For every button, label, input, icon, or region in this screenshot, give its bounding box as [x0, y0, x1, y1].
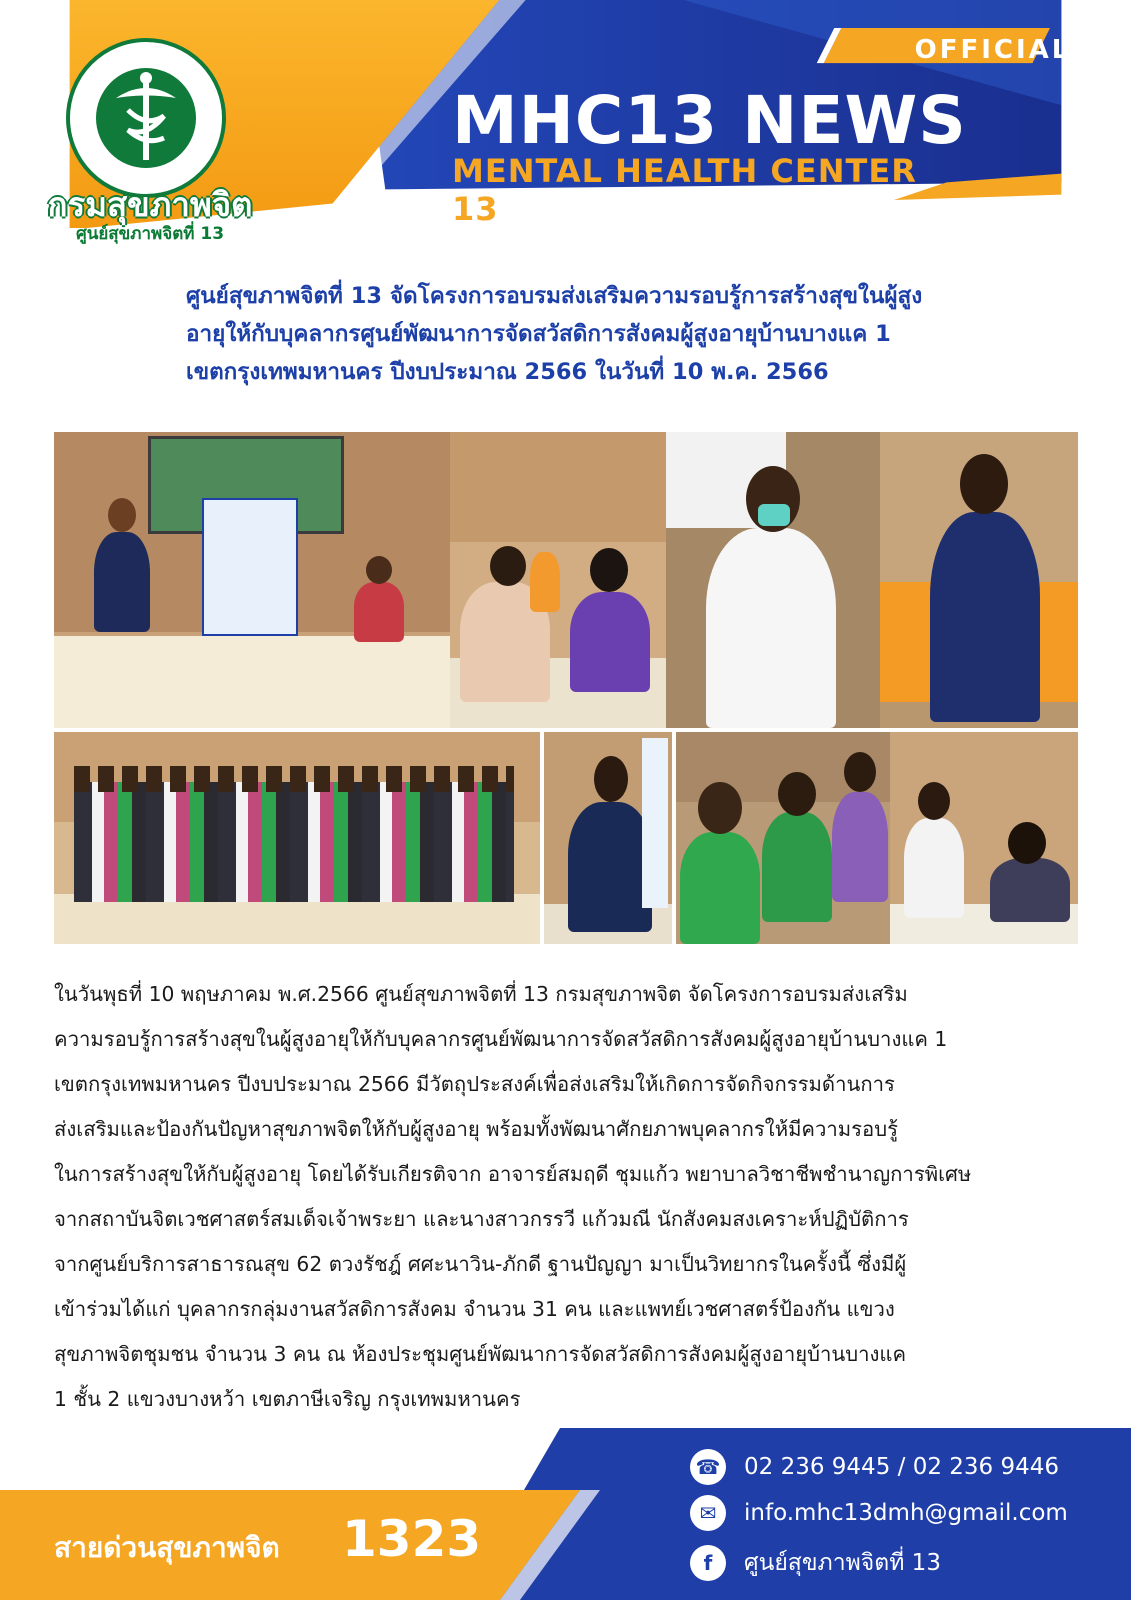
headline-line: ศูนย์สุขภาพจิตที่ 13 จัดโครงการอบรมส่งเสริมความรอบรู้การสร้างสุขในผู้สูง — [186, 283, 923, 309]
phone-icon: ☎ — [690, 1449, 726, 1485]
facebook-page[interactable]: ศูนย์สุขภาพจิตที่ 13 — [744, 1550, 941, 1576]
body-line: ส่งเสริมและป้องกันปัญหาสุขภาพจิตให้กับผู้สูงอายุ พร้อมทั้งพัฒนาศักยภาพบุคลากรให้มีความรอบรู้ — [54, 1117, 898, 1141]
photo-speaker-man — [880, 432, 1078, 728]
body-line: สุขภาพจิตชุมชน จำนวน 3 คน ณ ห้องประชุมศูนย์พัฒนาการจัดสวัสดิการสังคมผู้สูงอายุบ้านบางแค — [54, 1342, 907, 1366]
contact-facebook — [690, 1542, 941, 1584]
body-line: ในการสร้างสุขให้กับผู้สูงอายุ โดยได้รับเกียรติจาก อาจารย์สมฤดี ชุมแก้ว พยาบาลวิชาชีพชำนาญการพิเศษ — [54, 1162, 972, 1186]
headline — [186, 277, 1076, 391]
body-line: 1 ชั้น 2 แขวงบางหว้า เขตภาษีเจริญ กรุงเทพมหานคร — [54, 1387, 521, 1411]
photo-participants-seated — [450, 432, 666, 728]
phone-number: 02 236 9445 / 02 236 9446 — [744, 1454, 1060, 1480]
hotline-number: 1323 — [342, 1510, 482, 1568]
photo-desk-speakers — [890, 732, 1078, 944]
article-body — [54, 972, 1078, 1422]
news-subtitle: MENTAL HEALTH CENTER 13 — [452, 152, 917, 228]
facebook-icon: f — [690, 1545, 726, 1581]
body-line: ในวันพุธที่ 10 พฤษภาคม พ.ศ.2566 ศูนย์สุขภาพจิตที่ 13 กรมสุขภาพจิต จัดโครงการอบรมส่งเสริม — [54, 982, 908, 1006]
hotline-label: สายด่วนสุขภาพจิต — [54, 1531, 280, 1564]
body-line: เข้าร่วมได้แก่ บุคลากรกลุ่มงานสวัสดิการสังคม จำนวน 31 คน และแพทย์เวชศาสตร์ป้องกัน แขวง — [54, 1297, 895, 1321]
headline-line: อายุให้กับบุคลากรศูนย์พัฒนาการจัดสวัสดิการสังคมผู้สูงอายุบ้านบางแค 1 — [186, 321, 891, 347]
contact-email — [690, 1492, 1068, 1534]
news-title: MHC13 NEWS — [452, 82, 967, 159]
body-line: จากศูนย์บริการสาธารณสุข 62 ตวงรัชฎ์ ศศะนาวิน-ภักดี ฐานปัญญา มาเป็นวิทยากรในครั้งนี้ ซึ่งมีผู้ — [54, 1252, 907, 1276]
photo-collage — [54, 432, 1078, 944]
headline-line: เขตกรุงเทพมหานคร ปีงบประมาณ 2566 ในวันที่ 10 พ.ค. 2566 — [186, 359, 829, 385]
photo-facilitator — [544, 732, 672, 944]
department-name: กรมสุขภาพจิต — [47, 185, 253, 224]
center-name: ศูนย์สุขภาพจิตที่ 13 — [75, 224, 225, 244]
email-address[interactable]: info.mhc13dmh@gmail.com — [744, 1500, 1068, 1526]
photo-speaker-woman — [666, 432, 880, 728]
photo-group — [54, 732, 540, 944]
photo-seniors-green — [676, 732, 890, 944]
photo-presenter-screen — [54, 432, 450, 728]
contact-phone — [690, 1446, 1059, 1488]
mail-icon: ✉ — [690, 1495, 726, 1531]
body-line: ความรอบรู้การสร้างสุขในผู้สูงอายุให้กับบุคลากรศูนย์พัฒนาการจัดสวัสดิการสังคมผู้สูงอายุบ้านบางแค 1 — [54, 1027, 948, 1051]
official-badge: OFFICIAL — [914, 35, 1072, 65]
caduceus-icon — [66, 38, 226, 198]
body-line: จากสถาบันจิตเวชศาสตร์สมเด็จเจ้าพระยา และนางสาวกรรวี แก้วมณี นักสังคมสงเคราะห์ปฏิบัติการ — [54, 1207, 909, 1231]
body-line: เขตกรุงเทพมหานคร ปีงบประมาณ 2566 มีวัตถุประสงค์เพื่อส่งเสริมให้เกิดการจัดกิจกรรมด้านการ — [54, 1072, 895, 1096]
